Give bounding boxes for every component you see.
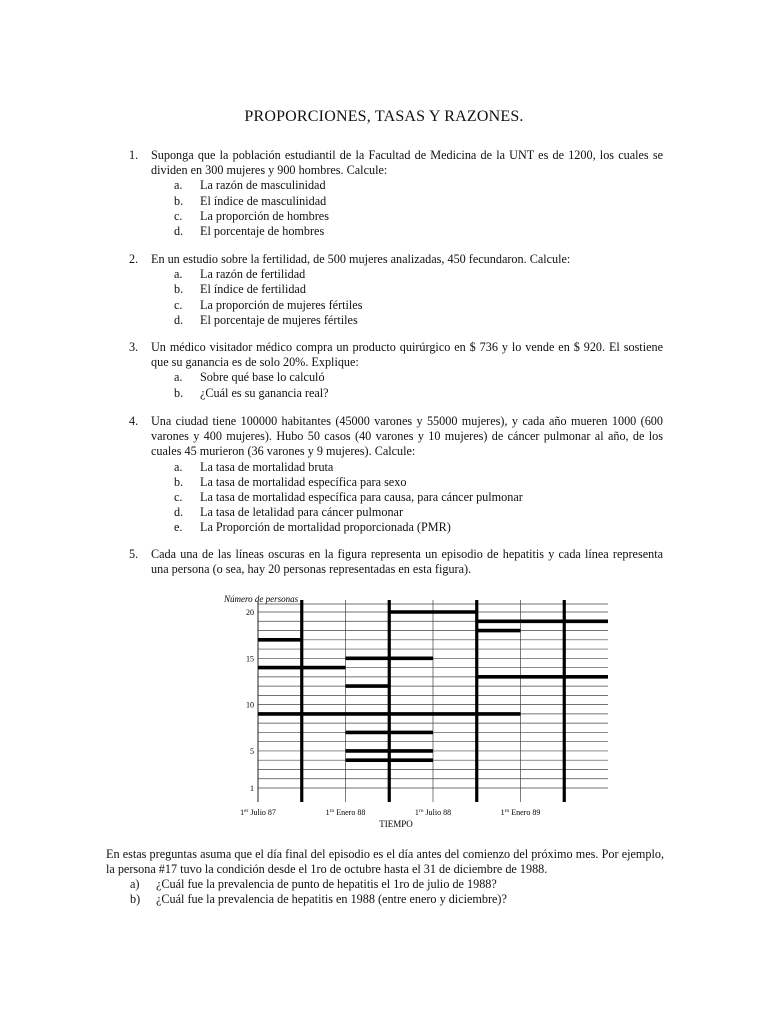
item-letter: a. <box>174 459 183 474</box>
closing-paragraph: En estas preguntas asuma que el día final del episodio es el día antes del comienzo del próximo mes. Por ejemplo, la persona #17 tuvo la condición desde el 1ro de octubre hasta el 31 de diciembre de 1988. <box>106 847 664 877</box>
question-text: Cada una de las líneas oscuras en la figura representa un episodio de hepatitis y cada línea representa una persona (o sea, hay 20 personas representadas en esta figura). <box>151 547 663 577</box>
item-letter: b. <box>174 385 184 400</box>
item-text: ¿Cuál fue la prevalencia de hepatitis en 1988 (entre enero y diciembre)? <box>156 892 507 907</box>
item-letter: d. <box>174 505 184 520</box>
item-letter: a. <box>174 370 183 385</box>
y-tick-label: 15 <box>246 654 254 664</box>
item-letter: d. <box>174 224 184 238</box>
x-tick-label: $1^{ro}$ Enero 88 <box>325 808 366 817</box>
item-text: La tasa de mortalidad bruta <box>200 459 334 474</box>
item-text: Sobre qué base lo calculó <box>200 370 325 385</box>
item-letter: c. <box>174 490 183 504</box>
y-tick-label: 1 <box>250 784 254 793</box>
page-title: PROPORCIONES, TASAS Y RAZONES. <box>244 108 524 125</box>
item-text: La proporción de hombres <box>200 208 329 223</box>
item-text: La razón de masculinidad <box>200 178 326 193</box>
item-text: ¿Cuál fue la prevalencia de punto de hepatitis el 1ro de julio de 1988? <box>156 877 497 891</box>
item-letter: e. <box>174 520 183 535</box>
item-text: El índice de fertilidad <box>200 282 306 297</box>
item-letter: b. <box>174 193 184 208</box>
question-text: Un médico visitador médico compra un producto quirúrgico en $ 736 y lo vende en $ 920. El sostiene que su ganancia es de solo 20%. Explique: <box>151 340 663 370</box>
question-text: Suponga que la población estudiantil de la Facultad de Medicina de la UNT es de 1200, los cuales se dividen en 300 mujeres y 900 hombres. Calcule: <box>151 148 663 178</box>
item-letter: b) <box>130 892 141 907</box>
item-letter: b. <box>174 282 184 297</box>
question-number: 4. <box>129 414 139 428</box>
item-text: La Proporción de mortalidad proporcionada (PMR) <box>200 520 451 535</box>
y-axis-label: Número de personas <box>224 594 299 604</box>
item-text: La tasa de letalidad para cáncer pulmonar <box>200 505 404 520</box>
item-text: El índice de masculinidad <box>200 193 327 208</box>
item-letter: a. <box>174 267 183 282</box>
question-text: Una ciudad tiene 100000 habitantes (45000 varones y 55000 mujeres), y cada año mueren 1000 (600 varones y 400 mujeres). Hubo 50 casos (40 varones y 10 mujeres) de cáncer pulmonar al año, de los cuales 45 murieron (36 varones y 9 mujeres). Calcule: <box>151 414 663 459</box>
y-tick-label: 20 <box>246 608 254 617</box>
item-letter: a. <box>174 178 183 193</box>
question-number: 1. <box>129 148 139 162</box>
item-letter: c. <box>174 297 183 312</box>
item-letter: d. <box>174 312 184 327</box>
item-text: La razón de fertilidad <box>200 267 306 282</box>
item-letter: b. <box>174 474 184 489</box>
item-text: La tasa de mortalidad específica para sexo <box>200 474 407 489</box>
question-text: En un estudio sobre la fertilidad, de 500 mujeres analizadas, 450 fecundaron. Calcule: <box>151 252 571 266</box>
item-text: ¿Cuál es su ganancia real? <box>200 385 329 400</box>
item-text: El porcentaje de hombres <box>200 224 325 238</box>
item-text: La proporción de mujeres fértiles <box>200 297 363 312</box>
item-letter: a) <box>130 877 140 891</box>
item-letter: c. <box>174 208 183 223</box>
x-tick-label: $1^{ro}$ Enero 89 <box>500 808 541 817</box>
x-tick-label: $1^{ro}$ Julio 88 <box>414 808 452 817</box>
item-text: La tasa de mortalidad específica para causa, para cáncer pulmonar <box>200 490 523 504</box>
x-axis-label: TIEMPO <box>379 819 413 829</box>
x-tick-label: 1er Julio 87 <box>240 808 276 817</box>
item-text: El porcentaje de mujeres fértiles <box>200 312 358 327</box>
question-number: 5. <box>129 547 139 561</box>
question-number: 3. <box>129 340 139 354</box>
y-tick-label: 10 <box>246 700 254 710</box>
hepatitis-timeline-chart <box>222 590 622 830</box>
y-tick-label: 5 <box>250 746 254 756</box>
question-number: 2. <box>129 252 139 266</box>
